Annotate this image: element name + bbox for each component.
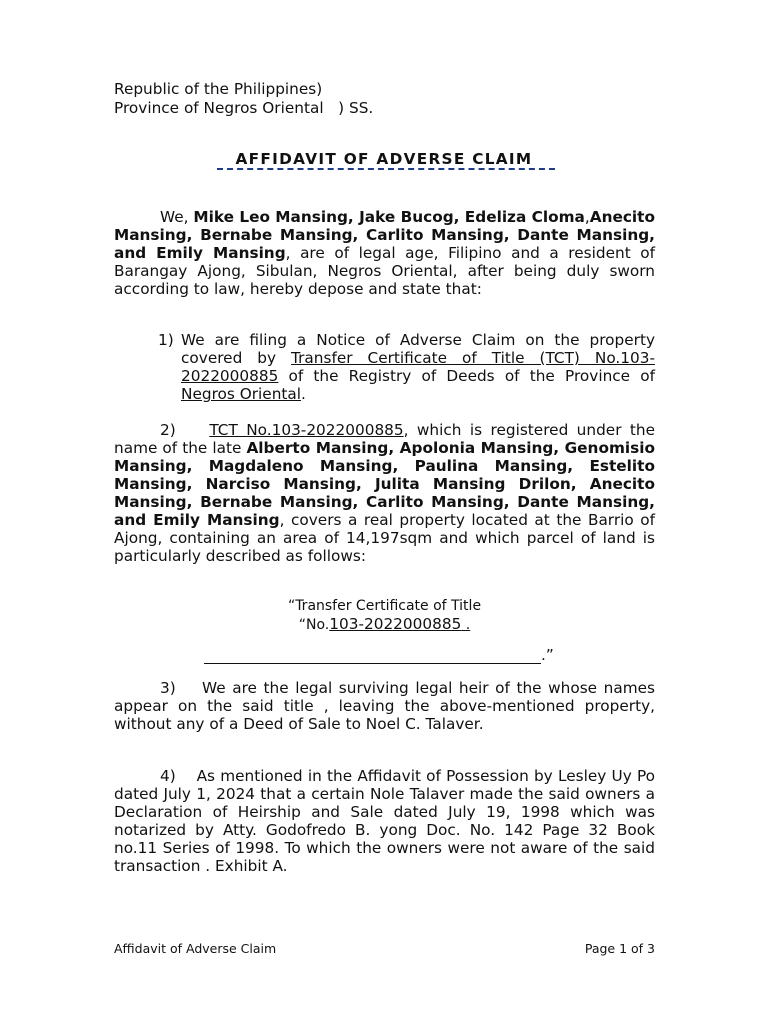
quote-tct-number: 103-2022000885 [329, 615, 462, 633]
quoted-title-line-2 [114, 615, 655, 634]
p1-period: . [301, 385, 306, 403]
blank-rule [204, 649, 541, 664]
description-blank [204, 646, 554, 664]
quote-closing: .” [541, 646, 554, 664]
intro-we: We, [160, 208, 194, 226]
p2-text-b: , covers a real property located at the Barrio of Ajong, containing an area of 14,197sqm and which parcel of land is particularly described as follows: [114, 511, 655, 565]
p1-province: Negros Oriental [181, 385, 302, 403]
quote-no-prefix: “No. [298, 617, 330, 633]
affiant-names-1: Mike Leo Mansing, Jake Bucog, Edeliza Cloma [193, 208, 585, 226]
p2-tct-reference: TCT No.103-2022000885 [209, 421, 404, 439]
paragraph-3 [114, 679, 655, 733]
paragraph-2 [114, 421, 655, 565]
paragraph-3-text: We are the legal surviving legal heir of the whose names appear on the said title , leaving the above-mentioned property, without any of a Deed of Sale to Noel C. Talaver. [114, 679, 655, 733]
footer-page-number: Page 1 of 3 [584, 941, 655, 956]
intro-comma: , [584, 208, 590, 226]
paragraph-2-number: 2) [160, 421, 176, 439]
intro-paragraph [114, 208, 655, 298]
document-title: AFFIDAVIT OF ADVERSE CLAIM [235, 150, 533, 168]
paragraph-4-number: 4) [160, 767, 176, 785]
p1-text-a: We are filing a Notice of Adverse Claim on the property covered by [181, 331, 655, 367]
paragraph-4 [114, 767, 655, 875]
paragraph-1-text [181, 331, 655, 403]
footer-document-name: Affidavit of Adverse Claim [114, 941, 277, 956]
p1-tct-reference: Transfer Certificate of Title (TCT) No.103-2022000885 [181, 349, 655, 385]
intro-rest: , are of legal age, Filipino and a resident of Barangay Ajong, Sibulan, Negros Oriental, after being duly sworn according to law, hereby depose and state that: [114, 244, 655, 298]
quoted-title-line-1: “Transfer Certificate of Title [287, 598, 482, 614]
title-underline [217, 168, 555, 170]
p1-text-b: of the Registry of Deeds of the Province of [278, 367, 655, 385]
quote-suffix: . [461, 617, 471, 633]
venue-line-province: Province of Negros Oriental ) SS. [114, 99, 374, 117]
venue-header [114, 80, 634, 118]
paragraph-1-number: 1) [158, 331, 174, 349]
paragraph-3-number: 3) [160, 679, 176, 697]
paragraph-1 [158, 331, 655, 403]
paragraph-4-text: As mentioned in the Affidavit of Possession by Lesley Uy Po dated July 1, 2024 that a certain Nole Talaver made the said owners a Declaration of Heirship and Sale dated July 19, 1998 which was notarized by Atty. Godofredo B. yong Doc. No. 142 Page 32 Book no.11 Series of 1998. To which the owners were not aware of the said transaction . Exhibit A. [114, 767, 656, 875]
registered-owner-names: Alberto Mansing, Apolonia Mansing, Genomisio Mansing, Magdaleno Mansing, Paulina Mansing, Estelito Mansing, Narciso Mansing, Julita Mansing Drilon, Anecito Mansing, Bernabe Mansing, Carlito Mansing, Dante Mansing, and Emily Mansing [114, 439, 655, 529]
venue-line-republic: Republic of the Philippines) [114, 80, 323, 98]
affiant-names-2: Anecito Mansing, Bernabe Mansing, Carlito Mansing, Dante Mansing, and Emily Mansing [114, 208, 655, 262]
p2-text-a: , which is registered under the name of the late [114, 421, 655, 457]
